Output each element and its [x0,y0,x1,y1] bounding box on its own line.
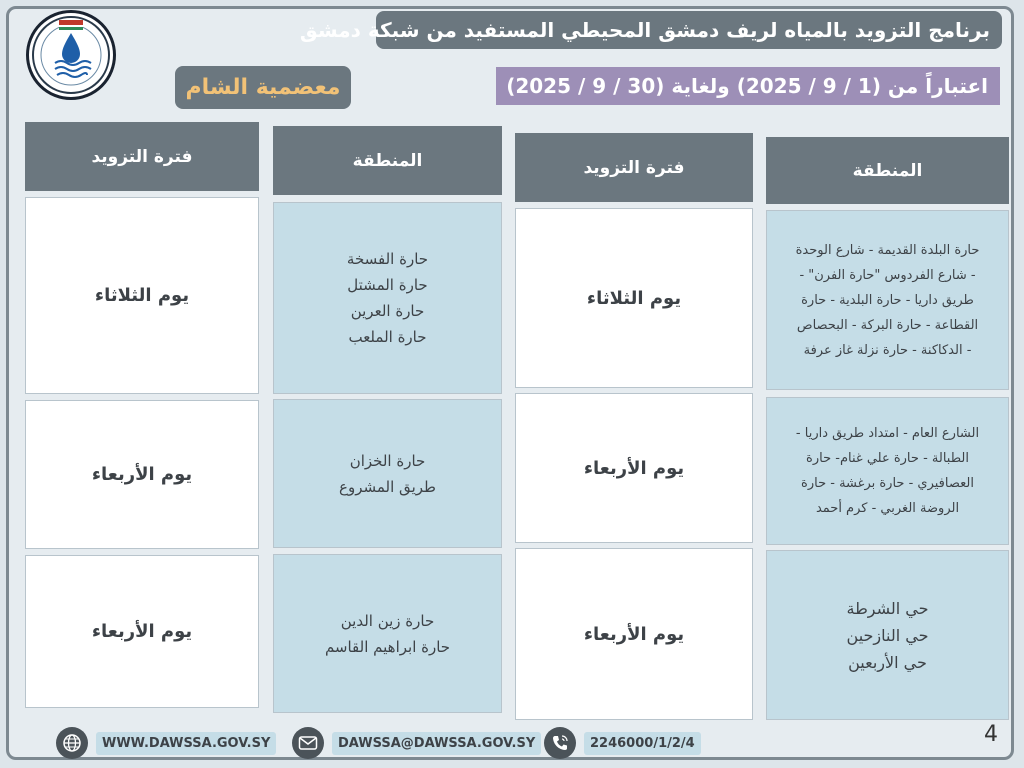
left-period-header: فترة التزويد [25,122,259,191]
left-day-cell-2: يوم الأربعاء [25,400,259,549]
area-line: طريق داريا - حارة البلدية - حارة [801,292,974,308]
mail-icon [292,727,324,759]
website-label: WWW.DAWSSA.GOV.SY [96,732,276,755]
phone-label: 2246000/1/2/4 [584,732,701,755]
area-line: حارة الفسخة [346,250,429,268]
right-day-cell-2: يوم الأربعاء [515,393,753,543]
page-number: 4 [984,722,998,747]
area-line: القطاعة - حارة البركة - البحصاص [796,317,979,333]
footer-website[interactable] [56,727,276,759]
area-line: طريق المشروع [339,477,436,496]
right-day-cell-3: يوم الأربعاء [515,548,753,720]
area-line: حي الشرطة [846,598,929,618]
area-line: حارة الخزان [349,451,426,470]
right-period-header: فترة التزويد [515,133,753,202]
area-line: - الدكاكنة - حارة نزلة غاز عرفة [803,342,972,358]
area-line: حارة الملعب [348,328,427,346]
left-area-cell-1 [273,202,502,394]
area-line: حارة البلدة القديمة - شارع الوحدة [795,242,980,258]
right-area-header: المنطقة [766,137,1009,204]
org-name-badge: معضمية الشام [175,66,351,109]
area-line: الطبالة - حارة علي غنام- حارة [806,451,969,466]
right-area-cell-2 [766,397,1009,545]
area-line: الشارع العام - امتداد طريق داريا - [795,426,980,441]
right-area-cell-1 [766,210,1009,390]
area-line: الروضة الغربي - كرم أحمد [815,501,960,516]
left-area-cell-3 [273,554,502,713]
area-line: حارة ابراهيم القاسم [324,637,451,656]
area-line: العصافيري - حارة برغشة - حارة [801,476,974,491]
footer-email[interactable] [292,727,541,759]
left-area-header: المنطقة [273,126,502,195]
right-area-cell-3 [766,550,1009,720]
area-line: حي النازحين [846,625,929,645]
email-label: DAWSSA@DAWSSA.GOV.SY [332,732,541,755]
dawssa-logo [26,10,116,100]
area-line: حارة العرين [350,302,425,320]
area-line: حي الأربعين [848,652,927,672]
phone-icon [544,727,576,759]
area-line: - شارع الفردوس "حارة الفرن" - [799,267,976,283]
date-range: اعتباراً من (1 / 9 / 2025) ولغاية (30 / 9 / 2025) [496,67,1000,105]
area-line: حارة المشتل [347,276,428,294]
footer-phone[interactable] [544,727,701,759]
left-day-cell-3: يوم الأربعاء [25,555,259,708]
left-day-cell-1: يوم الثلاثاء [25,197,259,394]
page-title: برنامج التزويد بالمياه لريف دمشق المحيطي المستفيد من شبكة دمشق [376,11,1002,49]
left-area-cell-2 [273,399,502,548]
area-line: حارة زين الدين [340,611,435,630]
globe-icon [56,727,88,759]
right-day-cell-1: يوم الثلاثاء [515,208,753,388]
